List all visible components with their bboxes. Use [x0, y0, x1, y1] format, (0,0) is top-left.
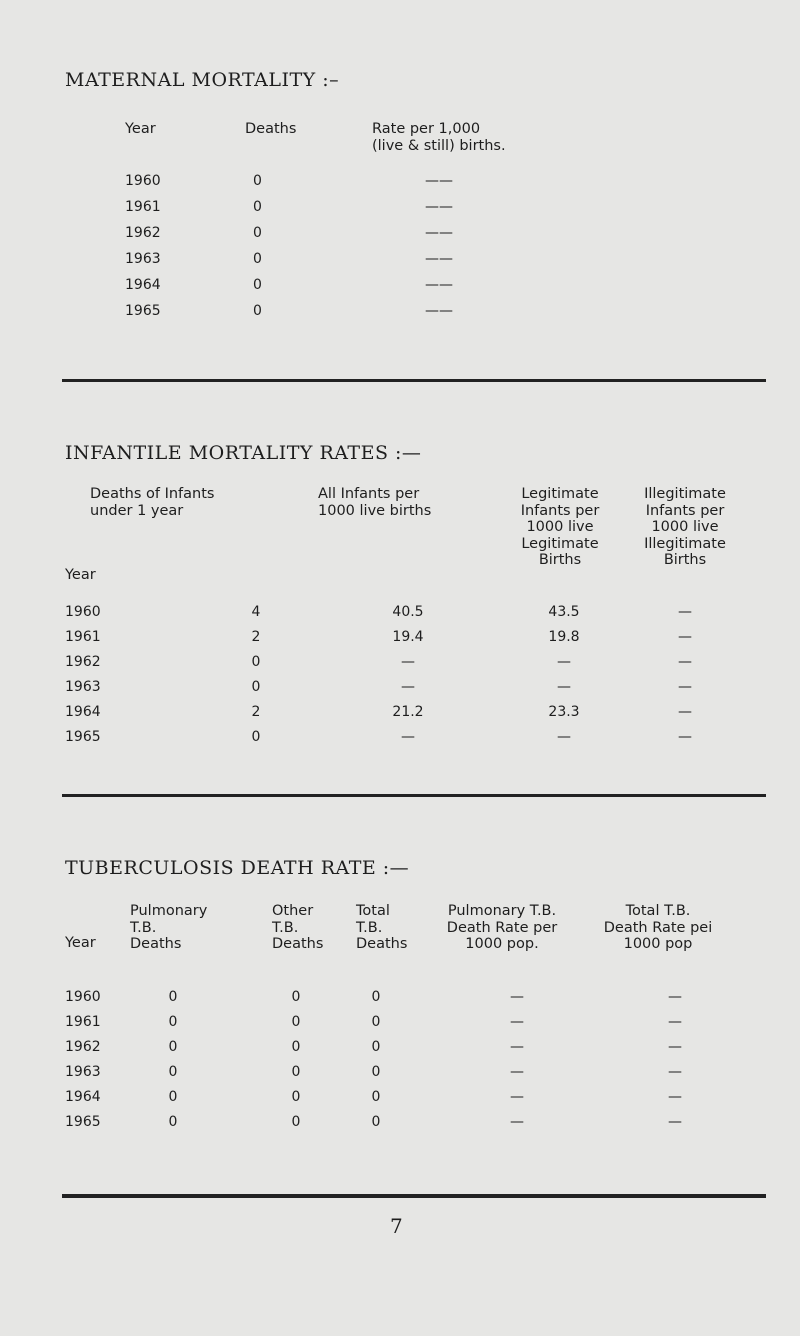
tb-total-deaths: 0 [371, 1064, 381, 1080]
tb-other-deaths: 0 [291, 1064, 301, 1080]
maternal-deaths: 0 [253, 251, 262, 267]
maternal-rate: —— [425, 173, 453, 189]
maternal-rate: —— [425, 251, 453, 267]
tb-other-deaths: 0 [291, 1039, 301, 1055]
infantile-illegitimate: — [678, 679, 692, 695]
infantile-all: — [401, 654, 415, 670]
tb-total-rate: — [668, 989, 682, 1005]
infantile-header-legitimate: Legitimate Infants per 1000 live Legitimate Births [520, 486, 600, 568]
tb-pulmonary-rate: — [510, 1114, 524, 1130]
maternal-deaths: 0 [253, 225, 262, 241]
tb-pulmonary-deaths: 0 [168, 1114, 178, 1130]
tb-total-deaths: 0 [371, 1039, 381, 1055]
tb-total-rate: — [668, 1014, 682, 1030]
tb-year: 1960 [65, 989, 101, 1005]
infantile-all: 19.4 [392, 629, 424, 645]
infantile-deaths: 0 [251, 729, 261, 745]
infantile-illegitimate: — [678, 604, 692, 620]
tb-total-rate: — [668, 1039, 682, 1055]
tb-pulmonary-rate: — [510, 989, 524, 1005]
infantile-header-deaths: Deaths of Infants under 1 year [90, 486, 215, 519]
infantile-header-year: Year [65, 567, 96, 583]
infantile-deaths: 0 [251, 679, 261, 695]
maternal-year: 1964 [125, 277, 161, 293]
infantile-header-all: All Infants per 1000 live births [318, 486, 432, 519]
infantile-year: 1960 [65, 604, 101, 620]
infantile-year: 1962 [65, 654, 101, 670]
maternal-rate: —— [425, 225, 453, 241]
maternal-deaths: 0 [253, 277, 262, 293]
infantile-illegitimate: — [678, 629, 692, 645]
infantile-all: — [401, 729, 415, 745]
tb-total-deaths: 0 [371, 1089, 381, 1105]
tb-total-rate: — [668, 1114, 682, 1130]
tb-header-pulmonary-rate: Pulmonary T.B. Death Rate per 1000 pop. [446, 903, 558, 952]
infantile-all: 21.2 [392, 704, 424, 720]
infantile-all: — [401, 679, 415, 695]
maternal-year: 1963 [125, 251, 161, 267]
page-number: 7 [390, 1214, 403, 1238]
infantile-year: 1963 [65, 679, 101, 695]
maternal-deaths: 0 [253, 199, 262, 215]
infantile-deaths: 4 [251, 604, 261, 620]
infantile-deaths: 2 [251, 704, 261, 720]
infantile-header-illegitimate: Illegitimate Infants per 1000 live Illegitimate Births [644, 486, 726, 568]
maternal-title: MATERNAL MORTALITY :– [65, 69, 340, 91]
maternal-rate: —— [425, 303, 453, 319]
tb-header-year: Year [65, 935, 96, 951]
section-divider [62, 379, 766, 382]
tb-header-total-deaths: Total T.B. Deaths [356, 903, 408, 952]
infantile-deaths: 0 [251, 654, 261, 670]
infantile-legitimate: — [557, 679, 571, 695]
tb-total-deaths: 0 [371, 989, 381, 1005]
tb-other-deaths: 0 [291, 1089, 301, 1105]
tb-other-deaths: 0 [291, 989, 301, 1005]
tb-pulmonary-deaths: 0 [168, 1039, 178, 1055]
tb-year: 1963 [65, 1064, 101, 1080]
maternal-year: 1965 [125, 303, 161, 319]
infantile-year: 1965 [65, 729, 101, 745]
tb-pulmonary-deaths: 0 [168, 1064, 178, 1080]
infantile-illegitimate: — [678, 654, 692, 670]
infantile-legitimate: — [557, 654, 571, 670]
tb-pulmonary-deaths: 0 [168, 1014, 178, 1030]
infantile-illegitimate: — [678, 704, 692, 720]
infantile-illegitimate: — [678, 729, 692, 745]
tb-header-total-rate: Total T.B. Death Rate pei 1000 pop [603, 903, 713, 952]
tb-total-deaths: 0 [371, 1014, 381, 1030]
maternal-year: 1961 [125, 199, 161, 215]
infantile-title: INFANTILE MORTALITY RATES :— [65, 442, 422, 464]
infantile-legitimate: 23.3 [548, 704, 580, 720]
tb-year: 1962 [65, 1039, 101, 1055]
maternal-header-year: Year [125, 121, 156, 137]
tb-total-deaths: 0 [371, 1114, 381, 1130]
tb-header-other-deaths: Other T.B. Deaths [272, 903, 324, 952]
tuberculosis-title: TUBERCULOSIS DEATH RATE :— [65, 857, 410, 879]
tb-pulmonary-rate: — [510, 1014, 524, 1030]
tb-pulmonary-rate: — [510, 1039, 524, 1055]
maternal-header-rate: Rate per 1,000 (live & still) births. [372, 121, 506, 154]
tb-year: 1965 [65, 1114, 101, 1130]
maternal-year: 1960 [125, 173, 161, 189]
infantile-year: 1961 [65, 629, 101, 645]
section-divider [62, 794, 766, 797]
tb-total-rate: — [668, 1089, 682, 1105]
tb-year: 1961 [65, 1014, 101, 1030]
tb-other-deaths: 0 [291, 1014, 301, 1030]
maternal-rate: —— [425, 277, 453, 293]
tb-pulmonary-rate: — [510, 1064, 524, 1080]
tb-pulmonary-deaths: 0 [168, 989, 178, 1005]
maternal-deaths: 0 [253, 303, 262, 319]
infantile-year: 1964 [65, 704, 101, 720]
tb-other-deaths: 0 [291, 1114, 301, 1130]
infantile-legitimate: — [557, 729, 571, 745]
maternal-header-deaths: Deaths [245, 121, 297, 137]
infantile-all: 40.5 [392, 604, 424, 620]
maternal-rate: —— [425, 199, 453, 215]
maternal-deaths: 0 [253, 173, 262, 189]
tb-total-rate: — [668, 1064, 682, 1080]
infantile-legitimate: 43.5 [548, 604, 580, 620]
infantile-deaths: 2 [251, 629, 261, 645]
maternal-year: 1962 [125, 225, 161, 241]
infantile-legitimate: 19.8 [548, 629, 580, 645]
tb-year: 1964 [65, 1089, 101, 1105]
tb-pulmonary-rate: — [510, 1089, 524, 1105]
section-divider [62, 1194, 766, 1198]
tb-pulmonary-deaths: 0 [168, 1089, 178, 1105]
tb-header-pulmonary-deaths: Pulmonary T.B. Deaths [130, 903, 208, 952]
